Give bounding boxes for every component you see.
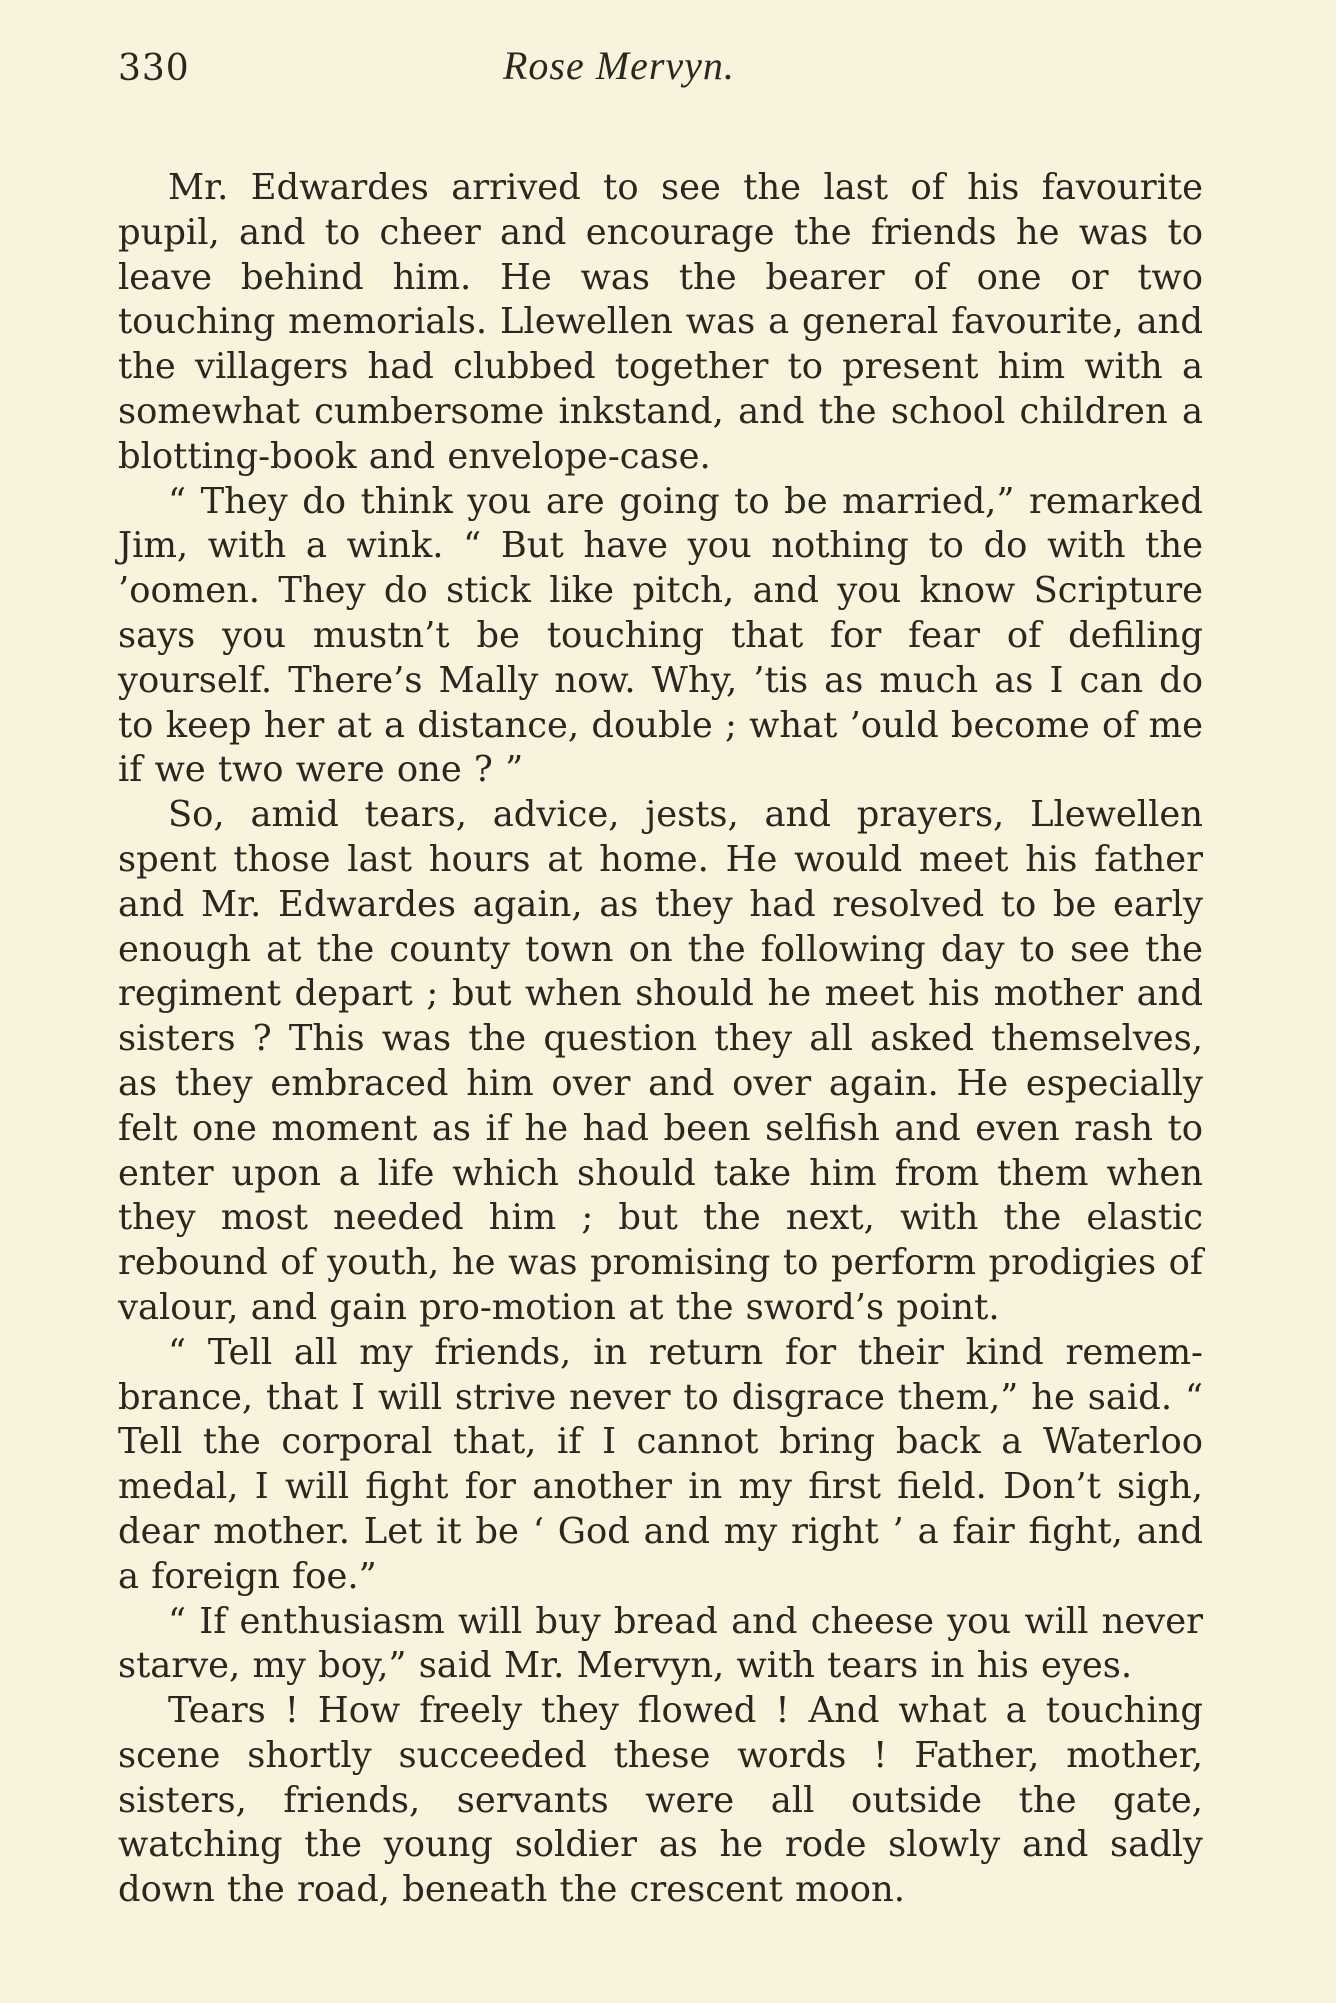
paragraph: So, amid tears, advice, jests, and prayers, Llewellen spent those last hours at home. He would meet his father and Mr. Edwardes again, as they had resolved to be early enough at the county town on the following day to see the regiment depart ; but when should he meet his mother and sisters ? This was the question they all asked themselves, as they embraced him over and over again. He especially felt one moment as if he had been selfish and even rash to enter upon a life which should take him from them when they most needed him ; but the next, with the elastic rebound of youth, he was promising to perform prodigies of valour, and gain pro-motion at the sword’s point.: [118, 794, 1203, 1328]
paragraph: “ Tell all my friends, in return for their kind remem-brance, that I will strive never to disgrace them,” he said. “ Tell the corporal that, if I cannot bring back a Waterloo medal, I will fight for another in my first field. Don’t sigh, dear mother. Let it be ‘ God and my right ’ a fair fight, and a foreign foe.”: [118, 1331, 1203, 1597]
paragraph: “ If enthusiasm will buy bread and cheese you will never starve, my boy,” said Mr. Mervyn, with tears in his eyes.: [118, 1600, 1203, 1687]
page-number: 330: [118, 48, 190, 89]
running-title: Rose Mervyn.: [503, 43, 735, 88]
page-header: [118, 40, 1203, 106]
paragraph: Tears ! How freely they flowed ! And what a touching scene shortly succeeded these words ! Father, mother, sisters, friends, servants were all outside the gate, watching the young soldier as he rode slowly and sadly down the road, beneath the crescent moon.: [118, 1690, 1203, 1911]
paragraph: Mr. Edwardes arrived to see the last of his favourite pupil, and to cheer and encourage the friends he was to leave behind him. He was the bearer of one or two touching memorials. Llewellen was a general favourite, and the villagers had clubbed together to present him with a somewhat cumbersome inkstand, and the school children a blotting-book and envelope-case.: [118, 167, 1203, 477]
paragraph: “ They do think you are going to be married,” remarked Jim, with a wink. “ But have you nothing to do with the ’oomen. They do stick like pitch, and you know Scripture says you mustn’t be touching that for fear of defiling yourself. There’s Mally now. Why, ’tis as much as I can do to keep her at a distance, double ; what ’ould become of me if we two were one ? ”: [118, 480, 1203, 791]
book-page: [118, 40, 1203, 1913]
body-text: [118, 166, 1203, 1913]
